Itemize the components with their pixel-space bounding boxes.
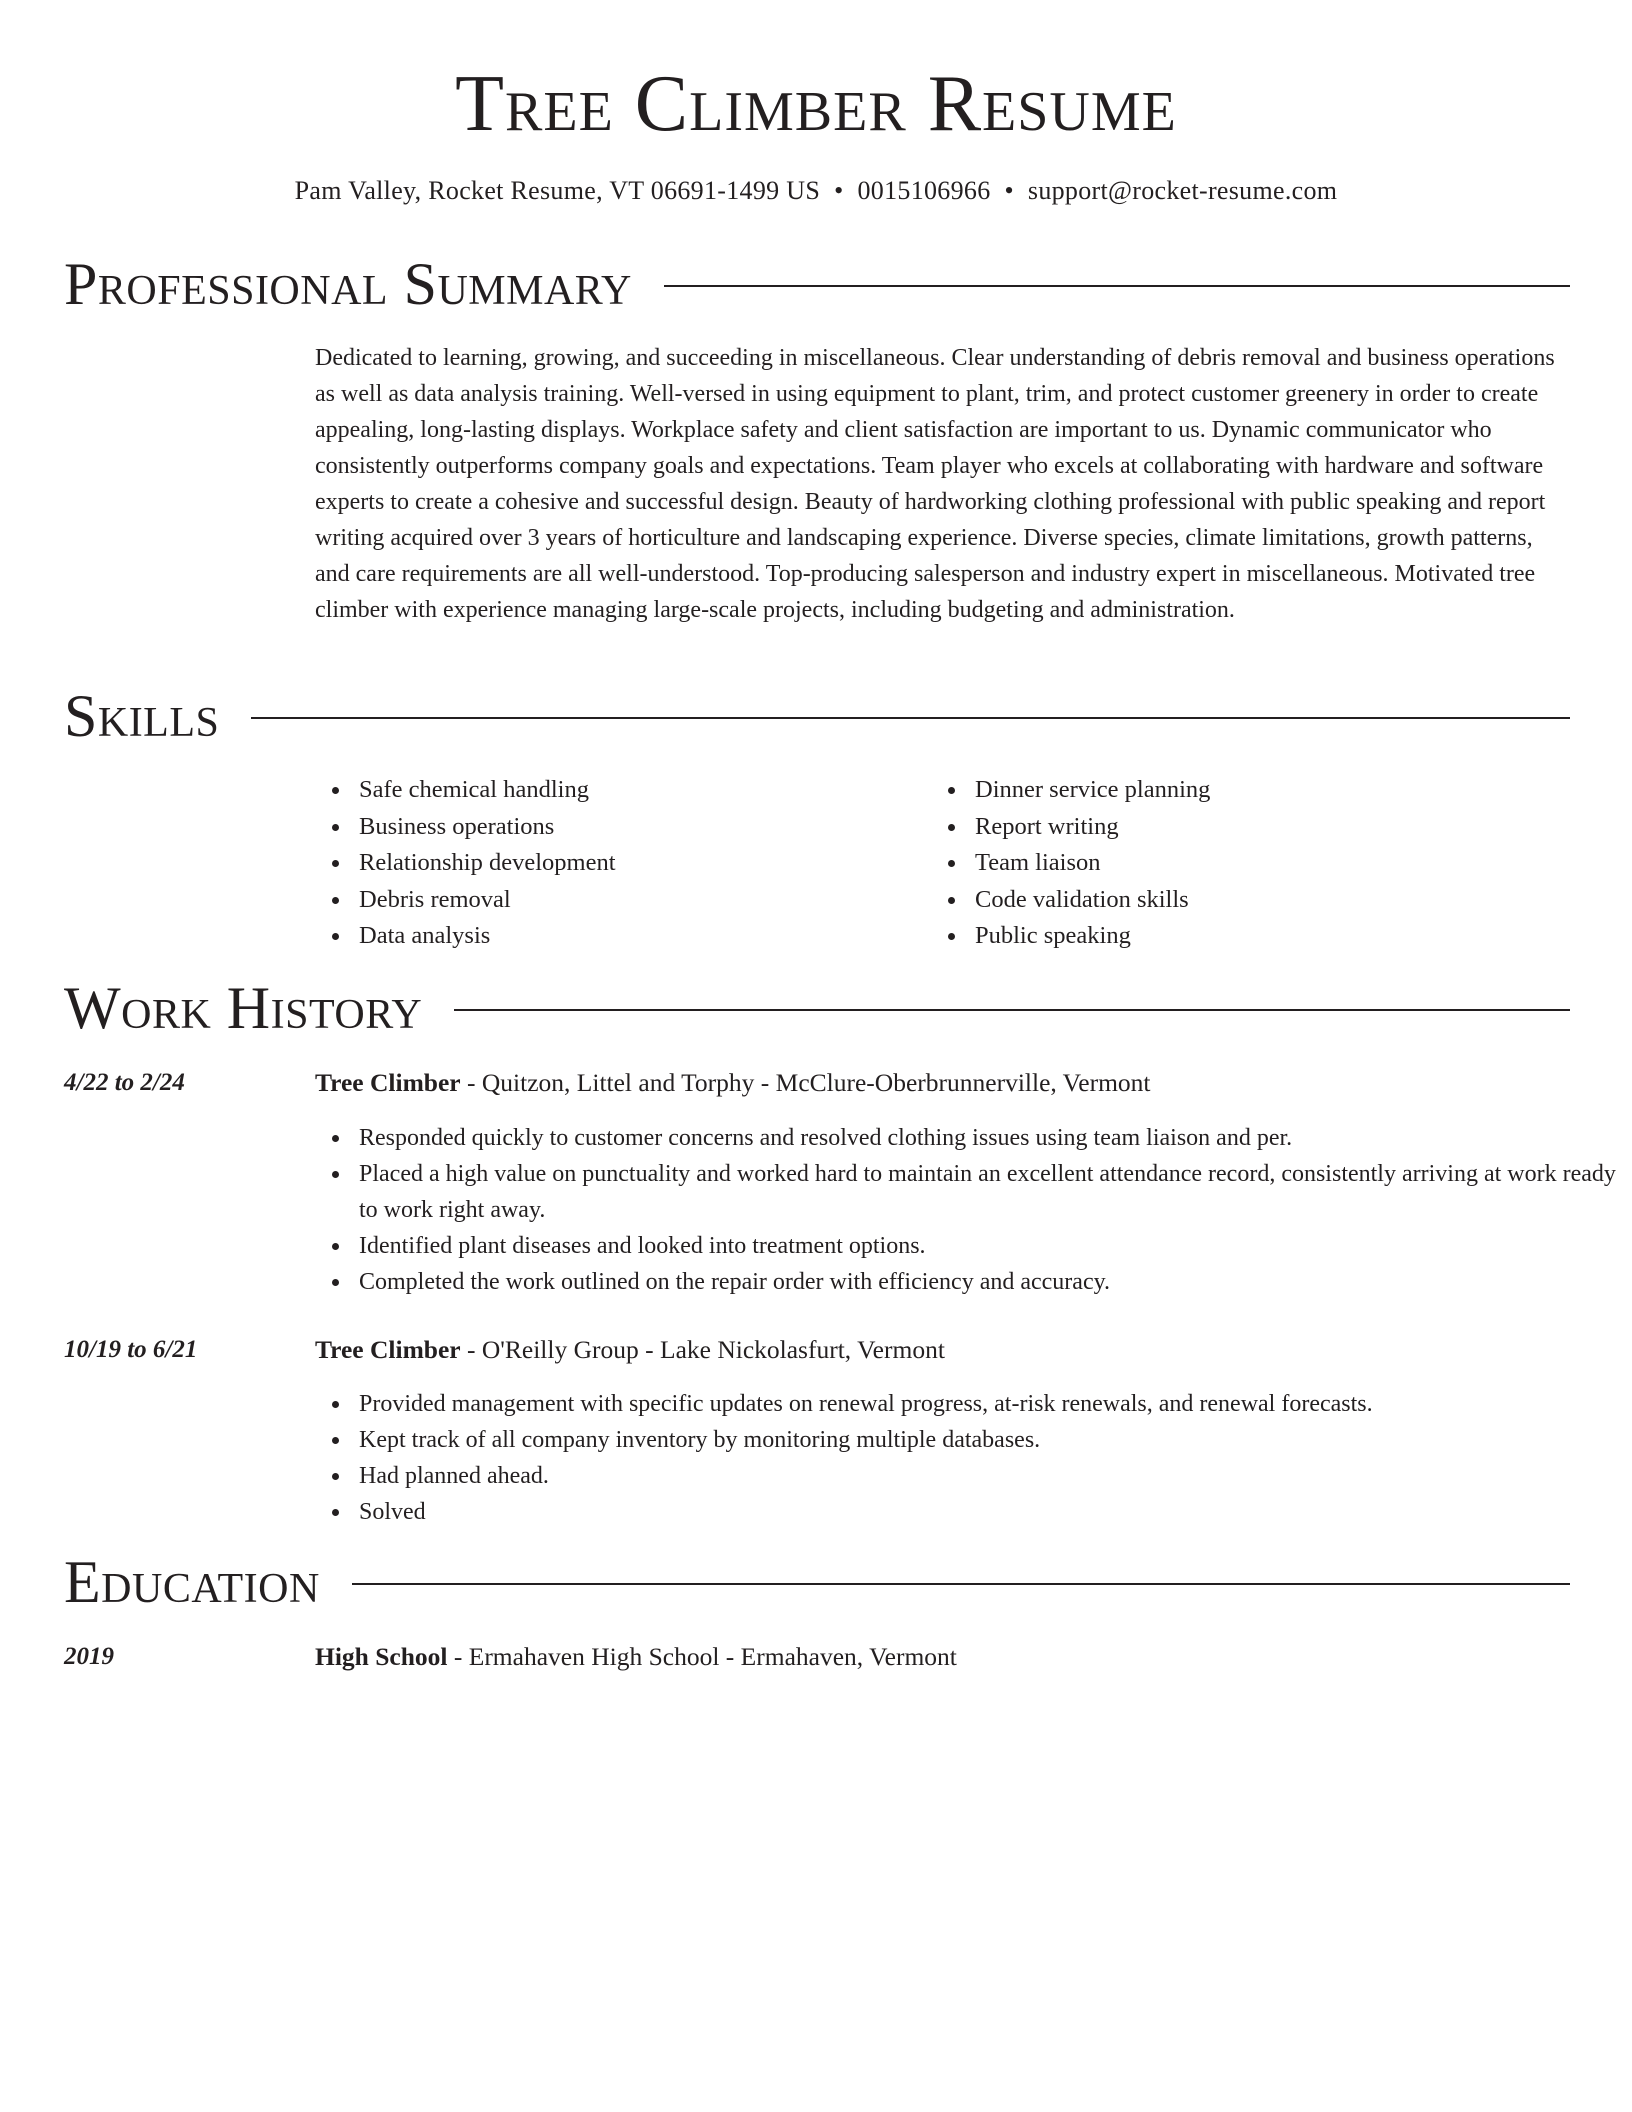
education-heading (315, 1640, 957, 1674)
job-title: Tree Climber (315, 1068, 461, 1097)
job-bullets (315, 1386, 1617, 1530)
contact-phone: 0015106966 (857, 176, 991, 205)
skill-item: Relationship development (359, 845, 616, 882)
job-bullet: Identified plant diseases and looked into treatment options. (359, 1228, 1617, 1264)
job-bullet: Provided management with specific updates on renewal progress, at-risk renewals, and renewal forecasts. (359, 1386, 1617, 1422)
section-header-summary (64, 250, 1570, 318)
section-divider (251, 717, 1570, 719)
section-header-skills (64, 682, 1570, 750)
education-school-location: - Ermahaven High School - Ermahaven, Vermont (447, 1642, 957, 1671)
job-dates: 4/22 to 2/24 (64, 1069, 185, 1096)
contact-separator: • (834, 176, 844, 205)
job-bullet: Completed the work outlined on the repair order with efficiency and accuracy. (359, 1264, 1617, 1300)
section-title-summary: Professional Summary (64, 251, 632, 317)
job-bullet: Placed a high value on punctuality and worked hard to maintain an excellent attendance record, consistently arriving at work ready to work right away. (359, 1156, 1617, 1228)
skill-item: Business operations (359, 809, 616, 846)
section-divider (454, 1009, 1570, 1011)
contact-separator: • (1004, 176, 1014, 205)
skill-item: Team liaison (975, 845, 1210, 882)
section-divider (664, 285, 1570, 287)
section-title-skills: Skills (64, 683, 220, 749)
skill-item: Dinner service planning (975, 772, 1210, 809)
job-heading (315, 1333, 945, 1367)
skill-item: Report writing (975, 809, 1210, 846)
education-degree: High School (315, 1642, 448, 1671)
job-title: Tree Climber (315, 1335, 461, 1364)
job-bullet: Solved (359, 1494, 1617, 1530)
section-title-work-history: Work History (64, 975, 423, 1041)
section-header-work-history (64, 974, 1570, 1042)
section-header-education (64, 1548, 1570, 1616)
job-bullets (315, 1120, 1617, 1300)
resume-title: Tree Climber Resume (455, 60, 1177, 148)
job-employer-location: - O'Reilly Group - Lake Nickolasfurt, Vermont (460, 1335, 945, 1364)
skill-item: Code validation skills (975, 882, 1210, 919)
section-divider (352, 1583, 1570, 1585)
skills-list-left (315, 772, 616, 955)
job-bullet: Responded quickly to customer concerns and resolved clothing issues using team liaison and per. (359, 1120, 1617, 1156)
contact-line (0, 174, 1632, 208)
education-year: 2019 (64, 1643, 114, 1670)
job-dates: 10/19 to 6/21 (64, 1336, 198, 1363)
summary-paragraph: Dedicated to learning, growing, and succeeding in miscellaneous. Clear understanding of debris removal and business operations as well as data analysis training. Well-versed in using equipment to plant, trim, and protect customer greenery in order to create appealing, long-lasting displays. Workplace safety and client satisfaction are important to us. Dynamic communicator who consistently outperforms company goals and expectations. Team player who excels at collaborating with hardware and software experts to create a cohesive and successful design. Beauty of hardworking clothing professional with public speaking and report writing acquired over 3 years of horticulture and landscaping experience. Diverse species, climate limitations, growth patterns, and care requirements are all well-understood. Top-producing salesperson and industry expert in miscellaneous. Motivated tree climber with experience managing large-scale projects, including budgeting and administration. (315, 345, 1555, 623)
job-employer-location: - Quitzon, Littel and Torphy - McClure-Oberbrunnerville, Vermont (460, 1068, 1151, 1097)
contact-email: support@rocket-resume.com (1027, 176, 1338, 205)
skill-item: Public speaking (975, 918, 1210, 955)
contact-address: Pam Valley, Rocket Resume, VT 06691-1499 US (294, 176, 821, 205)
section-title-education: Education (64, 1549, 320, 1615)
job-bullet: Had planned ahead. (359, 1458, 1617, 1494)
skill-item: Safe chemical handling (359, 772, 616, 809)
skill-item: Debris removal (359, 882, 616, 919)
skill-item: Data analysis (359, 918, 616, 955)
skills-list-right (931, 772, 1210, 955)
job-bullet: Kept track of all company inventory by monitoring multiple databases. (359, 1422, 1617, 1458)
job-heading (315, 1066, 1151, 1100)
